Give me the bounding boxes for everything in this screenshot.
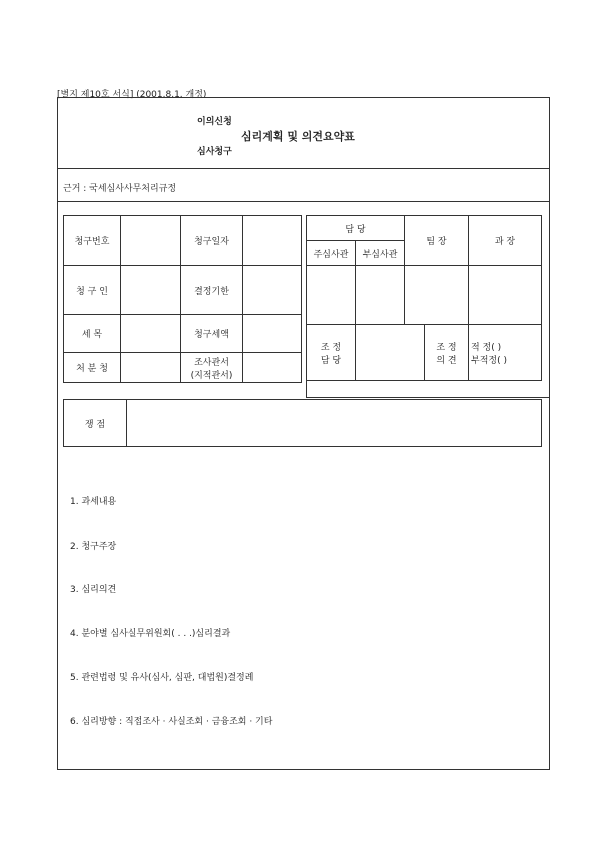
adjust-value[interactable] — [356, 325, 425, 381]
claimant-label: 청 구 인 — [64, 266, 121, 315]
type-objection: 이의신청 — [197, 117, 232, 127]
deadline-value[interactable] — [243, 266, 302, 315]
team-leader-sign[interactable] — [405, 266, 469, 325]
claimant-value[interactable] — [121, 266, 181, 315]
investigator-value[interactable] — [243, 353, 302, 383]
in-charge-label: 담 당 — [307, 216, 405, 241]
adjust-line-2: 담 당 — [320, 355, 342, 366]
adjust-line-1: 조 정 — [320, 342, 342, 353]
item-claim: 2. 청구주장 — [70, 542, 117, 552]
opinion-value[interactable] — [469, 325, 542, 381]
form-title: 심리계획 및 의견요약표 — [241, 130, 355, 143]
opinion-label — [425, 325, 469, 381]
tax-item-label: 세 목 — [64, 315, 121, 353]
investigator-label — [181, 353, 243, 383]
basis-text: 근거 : 국세심사사무처리규정 — [63, 184, 177, 194]
tax-item-value[interactable] — [121, 315, 181, 353]
investigator-line-1: 조사관서 — [194, 357, 229, 368]
office-value[interactable] — [121, 353, 181, 383]
item-review-direction: 6. 심리방향 : 직접조사 · 사실조회 · 금융조회 · 기타 — [70, 717, 273, 727]
claim-amount-value[interactable] — [243, 315, 302, 353]
case-info-table — [63, 215, 302, 383]
opinion-line-1: 조 정 — [436, 342, 457, 353]
section-chief-label: 과 장 — [469, 216, 542, 266]
team-leader-label: 팀 장 — [405, 216, 469, 266]
approval-table — [306, 215, 542, 381]
office-label: 처 분 청 — [64, 353, 121, 383]
adjust-label — [307, 325, 356, 381]
connector-line — [306, 380, 307, 398]
claim-date-label: 청구일자 — [181, 216, 243, 266]
issue-value[interactable] — [127, 400, 542, 447]
claim-amount-label: 청구세액 — [181, 315, 243, 353]
chief-officer-sign[interactable] — [307, 266, 356, 325]
issue-table — [63, 399, 542, 447]
right-divider — [306, 397, 550, 398]
item-review-opinion: 3. 심리의견 — [70, 585, 117, 595]
sub-officer-label: 부심사관 — [356, 241, 405, 266]
item-committee-result: 4. 분야별 심사실무위원회( . . .)심리결과 — [70, 629, 231, 639]
basis-divider — [57, 201, 550, 202]
issue-label: 쟁 점 — [64, 400, 127, 447]
claim-no-label: 청구번호 — [64, 216, 121, 266]
form-number: [별지 제10호 서식] (2001.8.1. 개정) — [57, 90, 207, 100]
claim-date-value[interactable] — [243, 216, 302, 266]
sub-officer-sign[interactable] — [356, 266, 405, 325]
section-chief-sign[interactable] — [469, 266, 542, 325]
deadline-label: 결정기한 — [181, 266, 243, 315]
chief-officer-label: 주심사관 — [307, 241, 356, 266]
opinion-line-2: 의 견 — [436, 355, 457, 366]
type-review-request: 심사청구 — [197, 147, 232, 157]
item-related-cases: 5. 관련법령 및 유사(심사, 심판, 대법원)결정례 — [70, 673, 254, 683]
investigator-line-2: (지적관서) — [190, 370, 233, 381]
header-divider — [57, 168, 550, 169]
opinion-not-ok[interactable]: 부적정( ) — [471, 355, 507, 366]
claim-no-value[interactable] — [121, 216, 181, 266]
item-tax-details: 1. 과세내용 — [70, 497, 117, 507]
opinion-ok[interactable]: 적 정( ) — [471, 342, 502, 353]
